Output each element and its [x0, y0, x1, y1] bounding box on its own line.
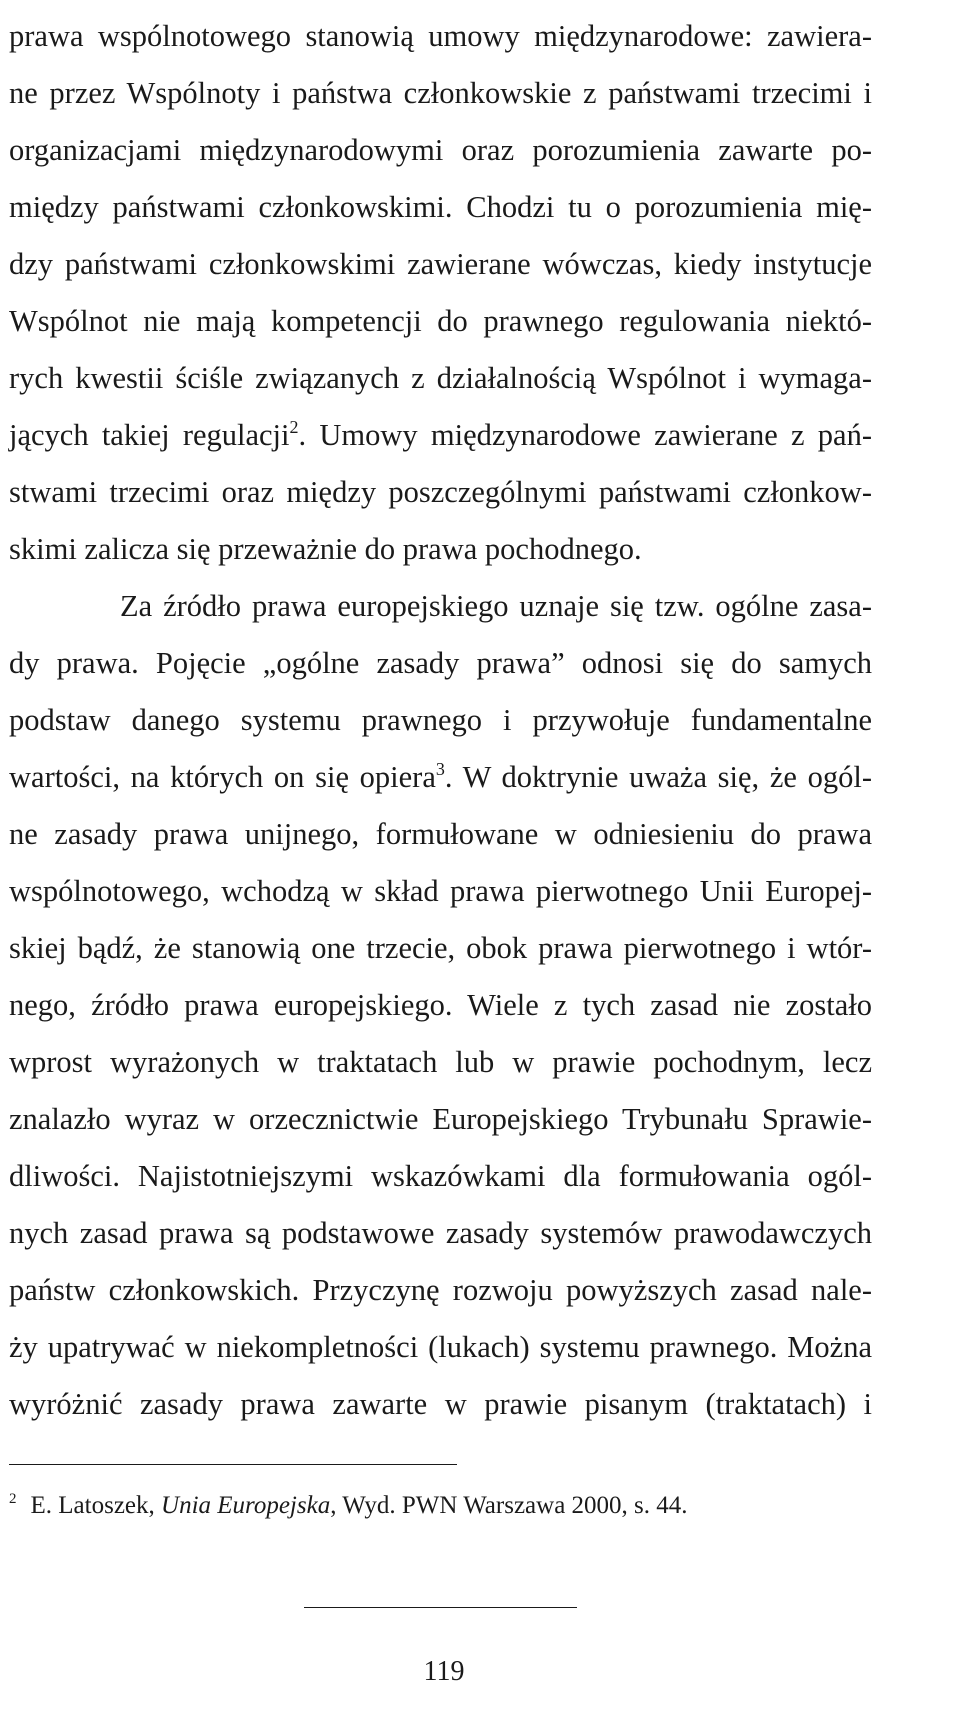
- body-line-4: między państwami członkowskimi. Chodzi tu o porozumienia mię-: [9, 190, 872, 224]
- body-line-9: stwami trzecimi oraz między poszczególnymi państwami członkow-: [9, 475, 872, 509]
- body-line-14-end: . W doktrynie uważa się, że ogól-: [444, 760, 872, 794]
- body-line-19: wprost wyrażonych w traktatach lub w prawie pochodnym, lecz: [9, 1045, 872, 1079]
- body-line-14: [9, 749, 872, 805]
- body-line-8: [9, 407, 872, 463]
- footnote-2: [9, 1486, 688, 1526]
- footnote-rest: , Wyd. PWN Warszawa 2000, s. 44.: [330, 1492, 688, 1519]
- body-line-23: państw członkowskich. Przyczynę rozwoju powyższych zasad nale-: [9, 1273, 872, 1307]
- page-number: 119: [423, 1656, 465, 1687]
- body-line-16: wspólnotowego, wchodzą w skład prawa pierwotnego Unii Europej-: [9, 874, 872, 908]
- footnote-author: E. Latoszek,: [30, 1492, 162, 1519]
- body-line-24: ży upatrywać w niekompletności (lukach) systemu prawnego. Można: [9, 1330, 872, 1364]
- body-line-7: rych kwestii ściśle związanych z działalnością Wspólnot i wymaga-: [9, 361, 872, 395]
- body-line-13: podstaw danego systemu prawnego i przywołuje fundamentalne: [9, 703, 872, 737]
- body-line-21: dliwości. Najistotniejszymi wskazówkami dla formułowania ogól-: [9, 1159, 872, 1193]
- footnote-mark: 2: [9, 1491, 17, 1507]
- body-line-5: dzy państwami członkowskimi zawierane wówczas, kiedy instytucje: [9, 247, 872, 281]
- body-line-11: Za źródło prawa europejskiego uznaje się tzw. ogólne zasa-: [120, 589, 872, 623]
- footnote-ref-2: 2: [289, 417, 299, 437]
- body-line-22: nych zasad prawa są podstawowe zasady systemów prawodawczych: [9, 1216, 872, 1250]
- body-line-6: Wspólnot nie mają kompetencji do prawnego regulowania niektó-: [9, 304, 872, 338]
- body-line-2: ne przez Wspólnoty i państwa członkowskie z państwami trzecimi i: [9, 76, 872, 110]
- body-line-8-start: jących takiej regulacji: [9, 418, 290, 452]
- body-line-3: organizacjami międzynarodowymi oraz porozumienia zawarte po-: [9, 133, 872, 167]
- body-line-12: dy prawa. Pojęcie „ogólne zasady prawa” odnosi się do samych: [9, 646, 872, 680]
- body-line-15: ne zasady prawa unijnego, formułowane w odniesieniu do prawa: [9, 817, 872, 851]
- body-line-18: nego, źródło prawa europejskiego. Wiele z tych zasad nie zostało: [9, 988, 872, 1022]
- footnote-ref-3: 3: [435, 759, 445, 779]
- footnote-title: Unia Europejska: [161, 1492, 331, 1519]
- body-line-10: skimi zalicza się przeważnie do prawa pochodnego.: [9, 532, 642, 566]
- body-line-25: wyróżnić zasady prawa zawarte w prawie pisanym (traktatach) i: [9, 1387, 872, 1421]
- body-line-14-start: wartości, na których on się opiera: [9, 760, 436, 794]
- page-number-divider: [304, 1607, 577, 1608]
- body-line-20: znalazło wyraz w orzecznictwie Europejskiego Trybunału Sprawie-: [9, 1102, 872, 1136]
- body-line-1: prawa wspólnotowego stanowią umowy międzynarodowe: zawiera-: [9, 19, 872, 53]
- body-line-17: skiej bądź, że stanowią one trzecie, obok prawa pierwotnego i wtór-: [9, 931, 872, 965]
- body-line-8-end: . Umowy międzynarodowe zawierane z pań-: [298, 418, 872, 452]
- footnote-divider: [9, 1464, 457, 1465]
